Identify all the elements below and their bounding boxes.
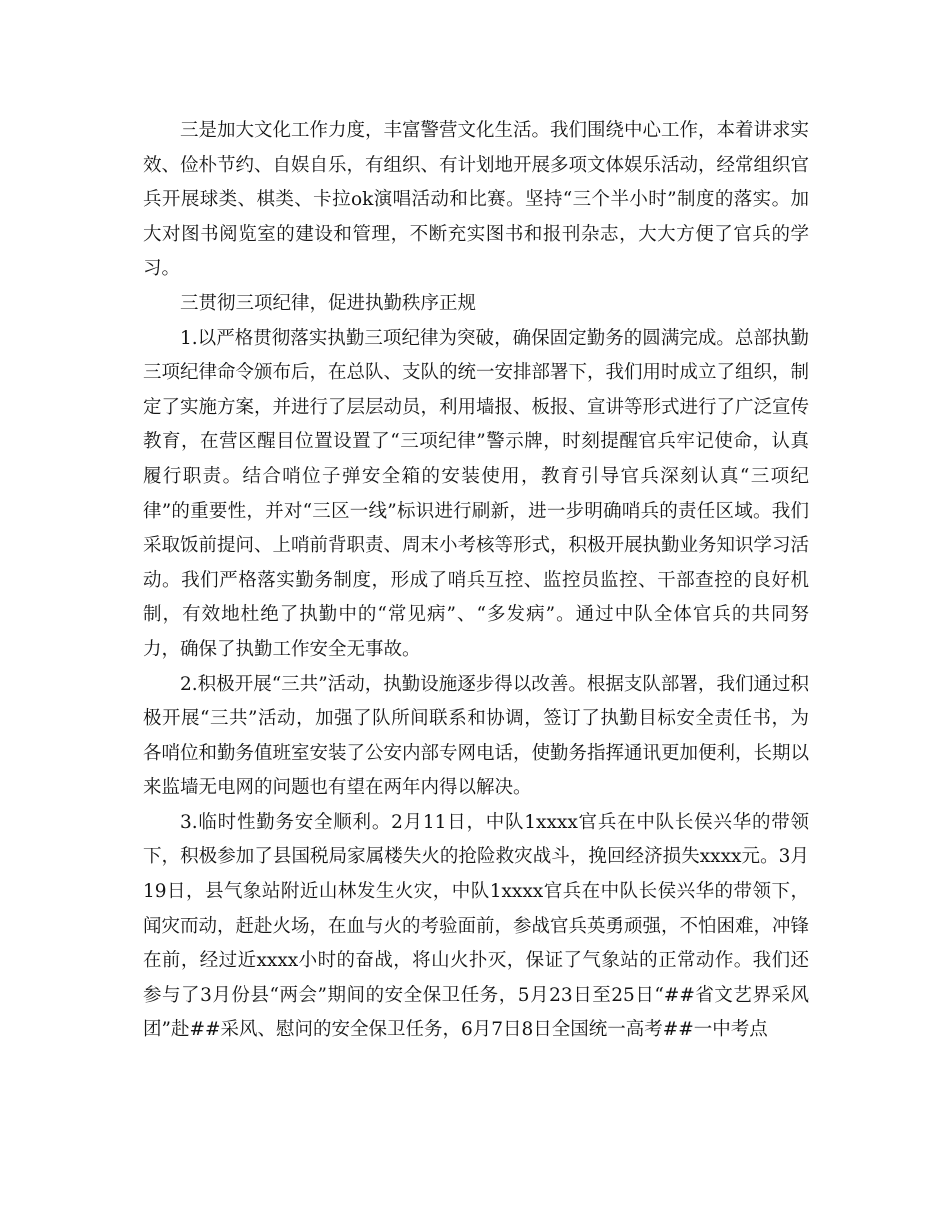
paragraph-culture-work: 三是加大文化工作力度，丰富警营文化生活。我们围绕中心工作，本着讲求实效、俭朴节约、自娱自乐，有组织、有计划地开展多项文体娱乐活动，经常组织官兵开展球类、棋类、卡拉ok演唱活动和比赛。坚持“三个半小时”制度的落实。加大对图书阅览室的建设和管理，不断充实图书和报刊杂志，大大方便了官兵的学习。	[143, 120, 810, 280]
paragraph-item-2-three-co-activity: 2.积极开展“三共”活动，执勤设施逐步得以改善。根据支队部署，我们通过积极开展“三共”活动，加强了队所间联系和协调，签订了执勤目标安全责任书，为各哨位和勤务值班室安装了公安内部专网电话，使勤务指挥通讯更加便利，长期以来监墙无电网的问题也有望在两年内得以解决。	[143, 673, 810, 799]
section-heading-three-disciplines: 三贯彻三项纪律，促进执勤秩序正规	[180, 292, 477, 314]
document-body	[143, 114, 809, 1048]
paragraph-item-3-temporary-duty: 3.临时性勤务安全顺利。2月11日，中队1xxxx官兵在中队长侯兴华的带领下，积极参加了县国税局家属楼失火的抢险救灾战斗，挽回经济损失xxxx元。3月19日，县气象站附近山林发生火灾，中队1xxxx官兵在中队长侯兴华的带领下，闻灾而动，赶赴火场，在血与火的考验面前，参战官兵英勇顽强，不怕困难，冲锋在前，经过近xxxx小时的奋战，将山火扑灭，保证了气象站的正常动作。我们还参与了3月份县“两会”期间的安全保卫任务，5月23日至25日“##省文艺界采风团”赴##采风、慰问的安全保卫任务，6月7日8日全国统一高考##一中考点	[143, 811, 810, 1041]
paragraph-item-1-duty-discipline: 1.以严格贯彻落实执勤三项纪律为突破，确保固定勤务的圆满完成。总部执勤三项纪律命令颁布后，在总队、支队的统一安排部署下，我们用时成立了组织，制定了实施方案，并进行了层层动员，利用墙报、板报、宣讲等形式进行了广泛宣传教育，在营区醒目位置设置了“三项纪律”警示牌，时刻提醒官兵牢记使命，认真履行职责。结合哨位子弹安全箱的安装使用，教育引导官兵深刻认真“三项纪律”的重要性，并对“三区一线”标识进行刷新，进一步明确哨兵的责任区域。我们采取饭前提问、上哨前背职责、周末小考核等形式，积极开展执勤业务知识学习活动。我们严格落实勤务制度，形成了哨兵互控、监控员监控、干部查控的良好机制，有效地杜绝了执勤中的“常见病”、“多发病”。通过中队全体官兵的共同努力，确保了执勤工作安全无事故。	[143, 327, 810, 660]
